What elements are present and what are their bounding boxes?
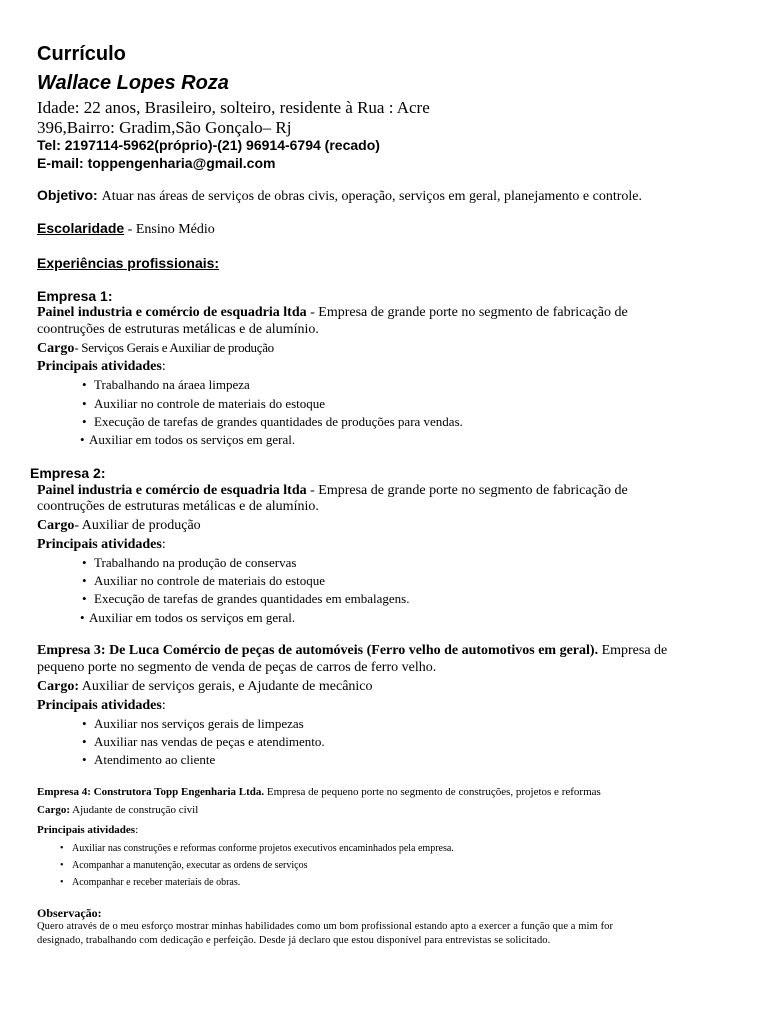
education-line [37, 220, 215, 238]
list-item [82, 377, 250, 393]
experience-section-title: Experiências profissionais: [37, 255, 220, 271]
observation-text-line-2: designado, trabalhando com dedicação e perfeição. Desde já declaro que estou disponível para entrevistas se solicitado. [37, 935, 551, 946]
company-4-activities-colon: : [135, 824, 139, 836]
company-1-activities-colon: : [161, 359, 166, 374]
list-item [82, 716, 304, 732]
list-item-text: Auxiliar no controle de materiais do estoque [94, 573, 326, 588]
bullet: • [82, 734, 87, 749]
company-2-description-line-2: coontruções de estruturas metálicas e de alumínio. [37, 499, 319, 514]
company-2-activities-heading [37, 537, 166, 553]
company-3-activities-label: Principais atividades [37, 698, 162, 713]
bullet: • [82, 752, 87, 767]
email-line: E-mail: toppengenharia@gmail.com [37, 155, 276, 171]
company-3-role-text: Auxiliar de serviços gerais, e Ajudante de mecânico [79, 679, 373, 694]
bullet: • [82, 716, 87, 731]
company-2-role-line [37, 518, 201, 534]
candidate-name: Wallace Lopes Roza [37, 72, 229, 94]
personal-info-line-2: 396,Bairro: Gradim,São Gonçalo– Rj [37, 118, 292, 137]
list-item [80, 432, 295, 448]
bullet: • [82, 591, 87, 606]
list-item-text: Auxiliar no controle de materiais do estoque [94, 396, 326, 411]
list-item [60, 843, 454, 854]
company-1-description-line-1 [37, 305, 628, 321]
company-2-activities-label: Principais atividades [37, 537, 162, 552]
objective-label: Objetivo: [37, 187, 98, 203]
company-2-role-text: - Auxiliar de produção [74, 518, 201, 533]
list-item-text: Trabalhando na áraea limpeza [94, 377, 250, 392]
bullet: • [60, 877, 64, 888]
company-4-role-text: Ajudante de construção civil [70, 804, 199, 816]
company-3-heading: Empresa 3: De Luca Comércio de peças de automóveis (Ferro velho de automotivos em geral). [37, 643, 599, 658]
document-title: Currículo [37, 43, 126, 65]
company-3-role-label: Cargo: [37, 679, 79, 694]
company-1-description-line-2: coontruções de estruturas metálicas e de alumínio. [37, 322, 319, 337]
list-item [82, 734, 325, 750]
company-4-activities-label: Principais atividades [37, 824, 136, 836]
bullet: • [80, 610, 85, 625]
company-1-activities-heading [37, 359, 166, 375]
bullet: • [82, 573, 87, 588]
company-1-name: Painel industria e comércio de esquadria ltda [37, 305, 307, 320]
list-item [82, 555, 296, 571]
company-4-role-line [37, 804, 198, 816]
observation-text-line-1: Quero através de o meu esforço mostrar minhas habilidades como um bom profissional estando apto a exercer a função que a mim for [37, 921, 614, 932]
company-2-role-label: Cargo [37, 518, 75, 533]
company-1-description-a: - Empresa de grande porte no segmento de fabricação de [306, 305, 628, 320]
company-2-heading: Empresa 2: [30, 465, 106, 481]
company-2-name: Painel industria e comércio de esquadria ltda [37, 483, 307, 498]
bullet: • [82, 555, 87, 570]
list-item [82, 396, 325, 412]
company-4-heading: Empresa 4: Construtora Topp Engenharia Ltda. [37, 786, 265, 798]
list-item-text: Auxiliar nos serviços gerais de limpezas [94, 716, 304, 731]
company-3-description-line-1 [37, 643, 667, 659]
bullet: • [82, 414, 87, 429]
bullet: • [60, 860, 64, 871]
company-1-role-line [37, 340, 274, 357]
list-item [80, 610, 295, 626]
phone-line: Tel: 2197114-5962(próprio)-(21) 96914-6794 (recado) [37, 137, 380, 153]
company-2-activities-colon: : [161, 537, 166, 552]
company-4-description: Empresa de pequeno porte no segmento de construções, projetos e reformas [264, 786, 601, 798]
company-1-activities-label: Principais atividades [37, 359, 162, 374]
education-label: Escolaridade [37, 220, 125, 236]
company-4-activities-heading [37, 824, 138, 836]
list-item-text: Auxiliar nas vendas de peças e atendimento. [94, 734, 325, 749]
company-1-role-label: Cargo [37, 341, 75, 356]
company-2-description-line-1 [37, 483, 628, 499]
personal-info-line-1: Idade: 22 anos, Brasileiro, solteiro, residente à Rua : Acre [37, 98, 430, 117]
education-text: - Ensino Médio [124, 222, 215, 237]
company-4-description-line [37, 786, 601, 798]
list-item-text: Execução de tarefas de grandes quantidades em embalagens. [94, 591, 410, 606]
bullet: • [82, 377, 87, 392]
list-item-text: Atendimento ao cliente [94, 752, 216, 767]
list-item [82, 414, 463, 430]
company-2-description-a: - Empresa de grande porte no segmento de fabricação de [306, 483, 628, 498]
list-item [82, 573, 325, 589]
objective-text: Atuar nas áreas de serviços de obras civis, operação, serviços em geral, planejamento e controle. [101, 189, 643, 204]
company-3-activities-colon: : [161, 698, 166, 713]
company-4-role-label: Cargo: [37, 804, 70, 816]
list-item [60, 860, 307, 871]
objective-line [37, 187, 642, 205]
company-3-role-line [37, 679, 373, 695]
observation-label: Observação: [37, 906, 102, 920]
company-3-description-a: Empresa de [598, 643, 668, 658]
bullet: • [60, 843, 64, 854]
list-item-text: Acompanhar e receber materiais de obras. [72, 877, 241, 888]
list-item [60, 877, 240, 888]
list-item-text: Auxiliar em todos os serviços em geral. [89, 432, 296, 447]
company-1-heading: Empresa 1: [37, 288, 113, 304]
list-item [82, 752, 215, 768]
list-item-text: Auxiliar em todos os serviços em geral. [89, 610, 296, 625]
list-item-text: Acompanhar a manutenção, executar as ordens de serviços [72, 860, 308, 871]
bullet: • [82, 396, 87, 411]
company-3-activities-heading [37, 698, 166, 714]
bullet: • [80, 432, 85, 447]
company-3-description-line-2: pequeno porte no segmento de venda de peças de carros de ferro velho. [37, 660, 437, 675]
list-item-text: Trabalhando na produção de conservas [94, 555, 297, 570]
company-1-role-text: - Serviços Gerais e Auxiliar de produção [74, 340, 274, 355]
list-item-text: Auxiliar nas construções e reformas conforme projetos executivos encaminhados pela empresa. [72, 843, 454, 854]
list-item-text: Execução de tarefas de grandes quantidades de produções para vendas. [94, 414, 463, 429]
list-item [82, 591, 409, 607]
